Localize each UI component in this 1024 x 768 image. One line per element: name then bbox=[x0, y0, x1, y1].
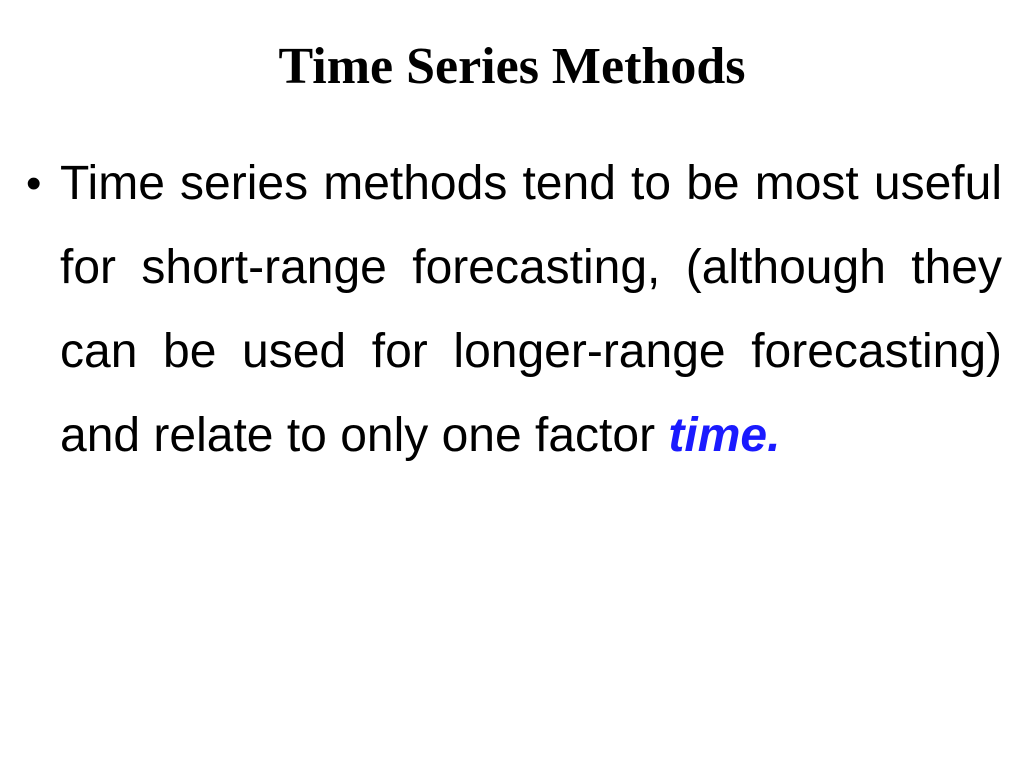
bullet-body-text: Time series methods tend to be most useful for short-range forecasting, (although they can be used for longer-range forecasting) and relate to only one factor bbox=[60, 157, 1002, 462]
emphasized-keyword: time. bbox=[668, 409, 781, 462]
slide-title: Time Series Methods bbox=[278, 38, 746, 95]
bullet-item bbox=[26, 142, 1002, 478]
bullet-text bbox=[60, 142, 1002, 478]
bullet-icon: • bbox=[26, 159, 42, 208]
